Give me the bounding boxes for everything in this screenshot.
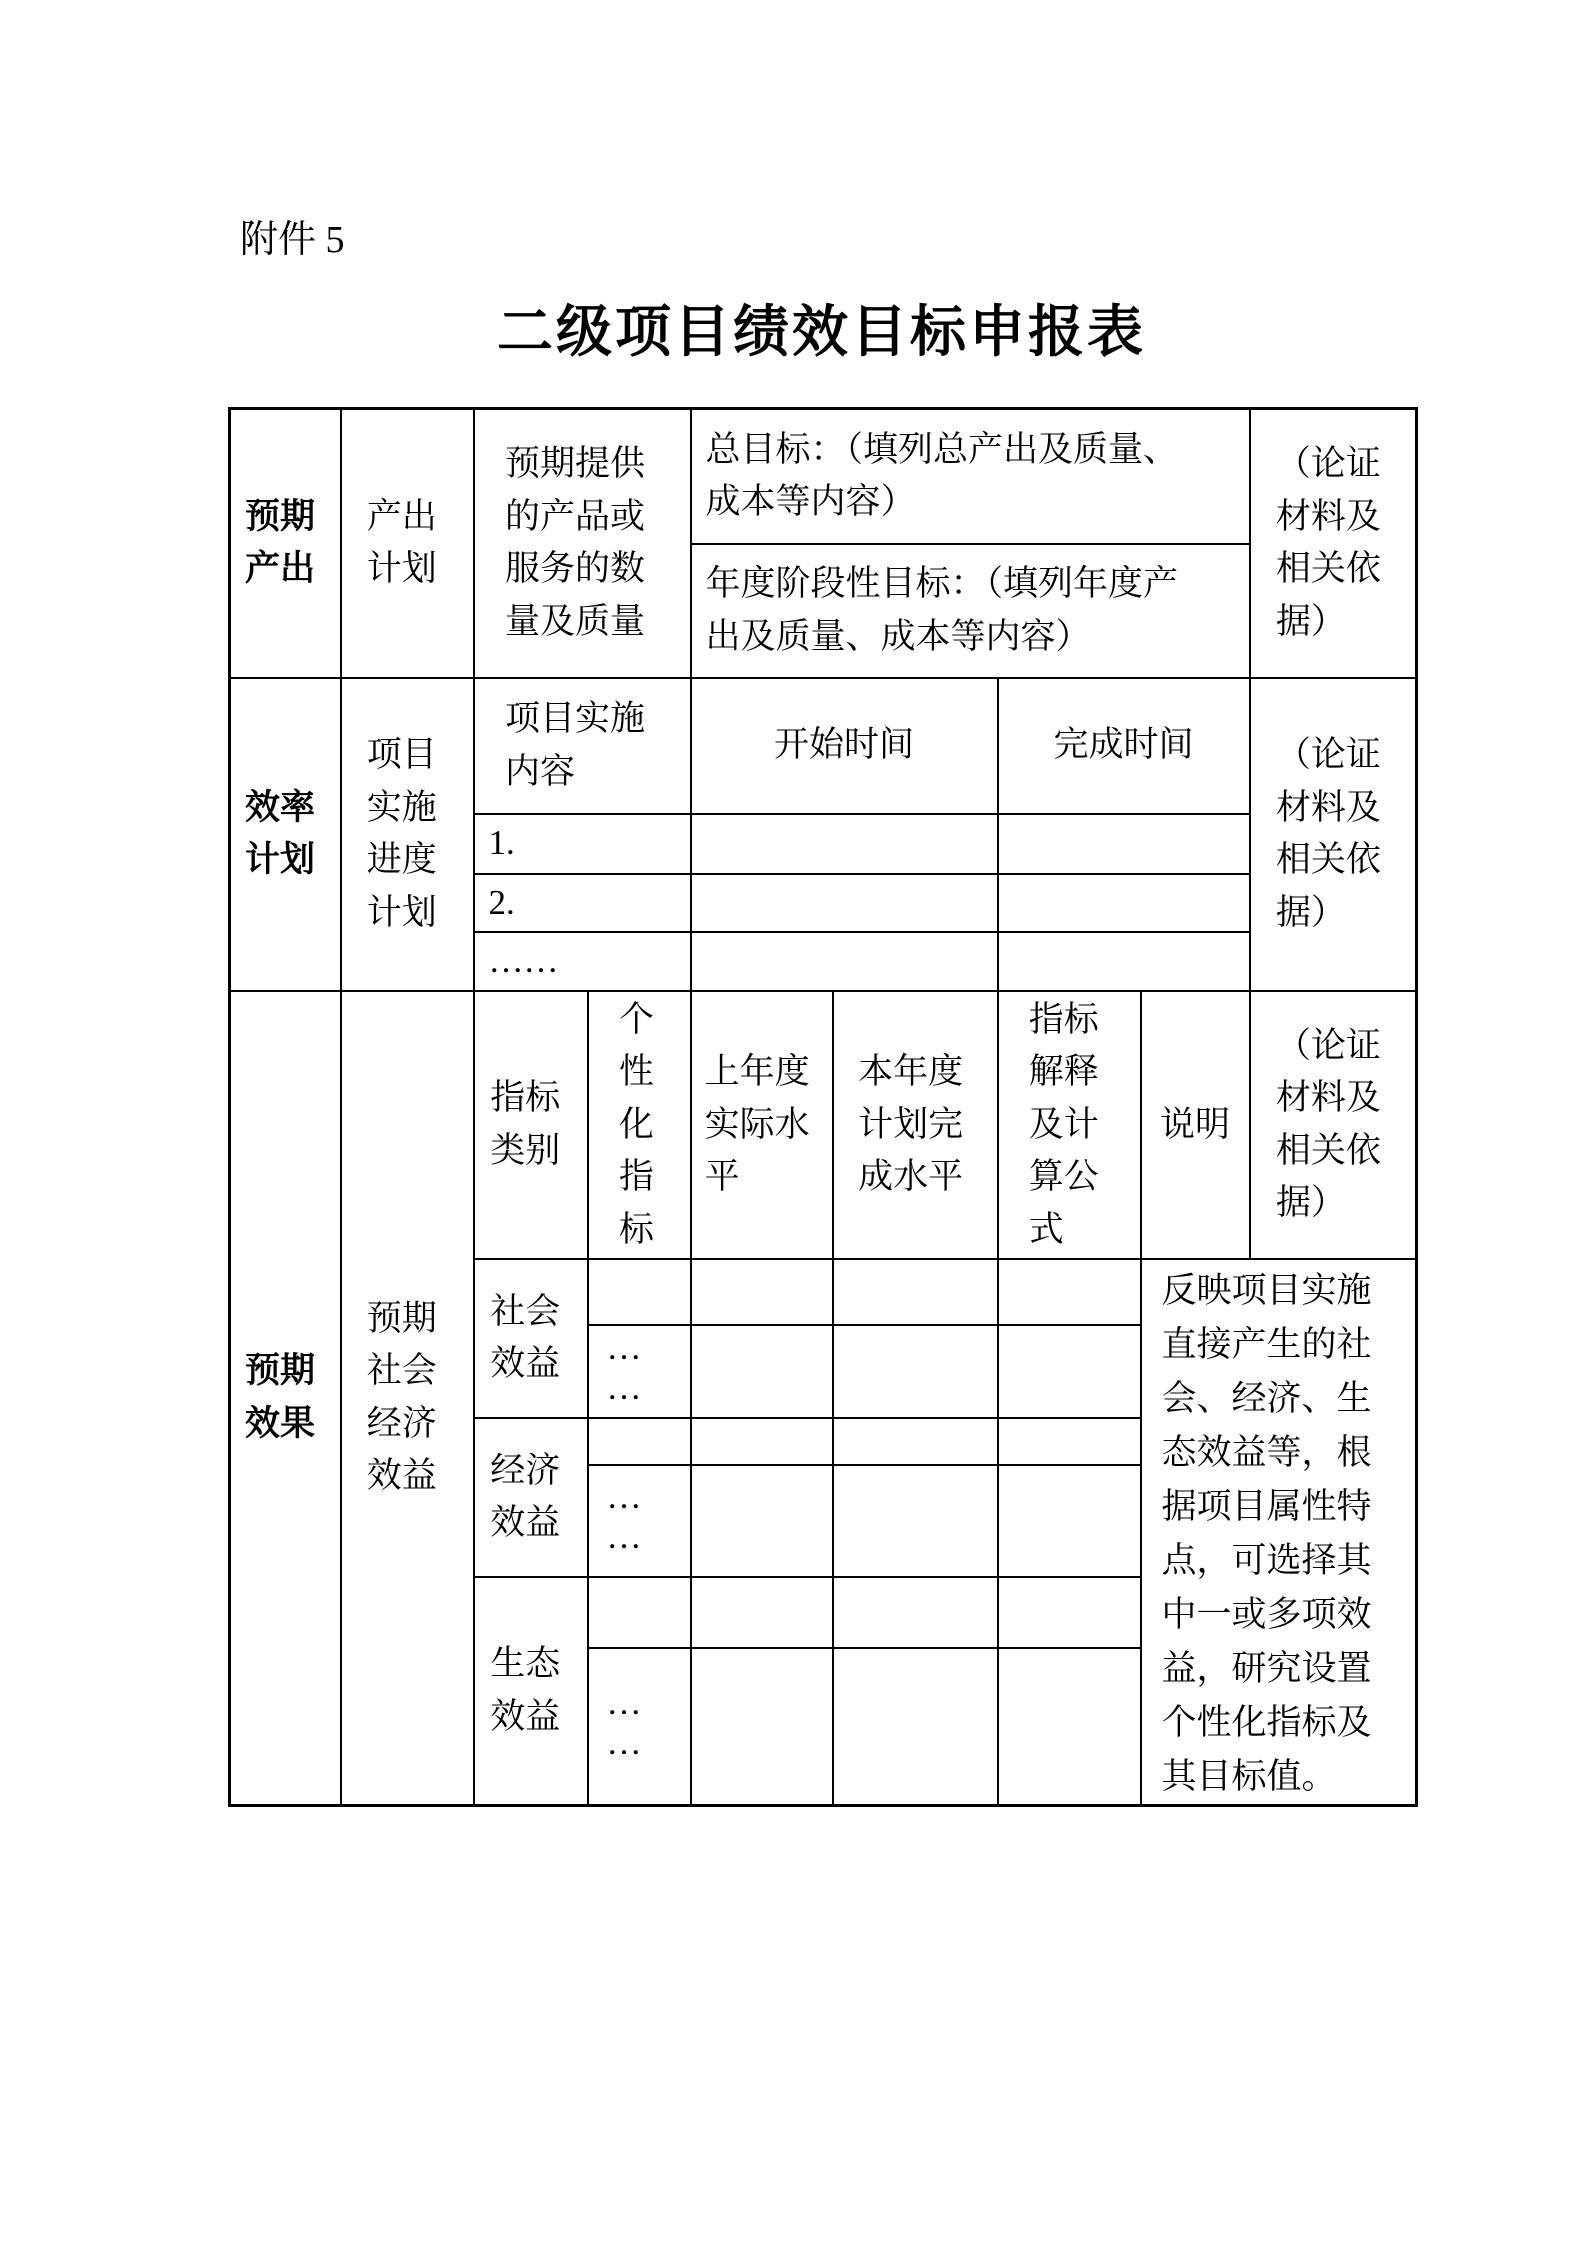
cell-ecological-explain-1: [998, 1577, 1141, 1648]
cell-header-last-year: [691, 991, 833, 1260]
header-custom-indicator-text: 个性化指标: [618, 999, 654, 1249]
cell-ecological-explain-2: [998, 1648, 1141, 1806]
cell-finish-time-header: [998, 678, 1250, 814]
cell-social-explain-2: [998, 1325, 1141, 1418]
cell-evidence-efficiency: [1250, 678, 1417, 991]
cell-economic-last-year-2: [691, 1465, 833, 1577]
cell-social-explain-1: [998, 1259, 1141, 1325]
cell-economic-this-year-1: [833, 1418, 998, 1465]
cell-social-indicator-blank: [588, 1259, 691, 1325]
cell-impl-content-header: [474, 678, 691, 814]
schedule-label-text: 项目实施进度计划: [366, 735, 437, 932]
cell-expected-effect-label: [230, 991, 341, 1806]
cell-finish-time-more: [998, 932, 1250, 991]
cell-effect-note: [1141, 1259, 1417, 1806]
cell-start-time-2: [691, 874, 998, 933]
cell-header-custom-indicator: [588, 991, 691, 1260]
annual-goal-text: 年度阶段性目标：（填列年度产出及质量、成本等内容）: [705, 564, 1179, 656]
cell-impl-item-more: [474, 932, 691, 991]
cell-social-last-year-2: [691, 1325, 833, 1418]
cell-expected-output-label: [230, 409, 341, 678]
row-output-overall: [230, 409, 1417, 544]
evidence-output-text: （论证材料及相关依据）: [1275, 444, 1381, 641]
economic-dots-text: ……: [606, 1477, 642, 1557]
cell-start-time-more: [691, 932, 998, 991]
expected-output-text: 预期产出: [245, 496, 316, 589]
evidence-efficiency-text: （论证材料及相关依据）: [1275, 735, 1381, 932]
cell-ecological-indicator-dots: [588, 1648, 691, 1806]
cell-header-category: [474, 991, 588, 1260]
header-explain-text: 指标解释及计算公式: [1028, 999, 1099, 1249]
finish-time-header-text: 完成时间: [1053, 725, 1194, 765]
cell-output-desc: [474, 409, 691, 678]
cell-output-plan-label: [341, 409, 474, 678]
impl-content-header-text: 项目实施内容: [505, 699, 646, 791]
cell-ecological-this-year-2: [833, 1648, 998, 1806]
cell-finish-time-1: [998, 814, 1250, 874]
cell-social-this-year-2: [833, 1325, 998, 1418]
evidence-effect-text: （论证材料及相关依据）: [1275, 1025, 1381, 1223]
impl-item-more-text: ……: [488, 941, 559, 980]
socioeconomic-label-text: 预期社会经济效益: [366, 1298, 437, 1496]
impl-item-2-text: 2.: [488, 882, 515, 922]
cell-evidence-output: [1250, 409, 1417, 678]
expected-effect-text: 预期效果: [245, 1351, 316, 1443]
cell-ecological-benefit-label: [474, 1577, 588, 1806]
cell-annual-goal: [691, 544, 1250, 678]
cell-evidence-effect: [1250, 991, 1417, 1260]
header-this-year-text: 本年度计划完成水平: [858, 1052, 964, 1196]
row-effect-header: [230, 991, 1417, 1260]
cell-start-time-1: [691, 814, 998, 874]
attachment-label: 附件 5: [240, 219, 345, 261]
performance-target-table: [228, 407, 1418, 1807]
social-benefit-text: 社会效益: [490, 1291, 561, 1384]
cell-economic-last-year-1: [691, 1418, 833, 1465]
overall-goal-text: 总目标：（填列总产出及质量、成本等内容）: [705, 429, 1179, 522]
cell-economic-indicator-blank: [588, 1418, 691, 1465]
cell-header-note: [1141, 991, 1250, 1260]
cell-social-benefit-label: [474, 1259, 588, 1418]
cell-social-indicator-dots: [588, 1325, 691, 1418]
cell-impl-item-2: [474, 874, 691, 933]
cell-economic-explain-1: [998, 1418, 1141, 1465]
cell-header-explain: [998, 991, 1141, 1260]
ecological-dots-text: ……: [606, 1683, 642, 1762]
page-title: 二级项目绩效目标申报表: [497, 302, 1146, 364]
cell-ecological-indicator-blank: [588, 1577, 691, 1648]
cell-economic-this-year-2: [833, 1465, 998, 1577]
cell-economic-benefit-label: [474, 1418, 588, 1577]
output-plan-text: 产出计划: [366, 496, 437, 589]
cell-socioeconomic-label: [341, 991, 474, 1806]
cell-impl-item-1: [474, 814, 691, 874]
ecological-benefit-text: 生态效益: [490, 1644, 561, 1736]
impl-item-1-text: 1.: [488, 823, 515, 863]
header-note-text: 说明: [1159, 1104, 1230, 1144]
social-dots-text: ……: [606, 1328, 642, 1407]
cell-header-this-year: [833, 991, 998, 1260]
economic-benefit-text: 经济效益: [490, 1450, 561, 1542]
row-efficiency-header: [230, 678, 1417, 814]
cell-start-time-header: [691, 678, 998, 814]
cell-ecological-last-year-2: [691, 1648, 833, 1806]
cell-overall-goal: [691, 409, 1250, 544]
cell-economic-explain-2: [998, 1465, 1141, 1577]
cell-social-this-year-1: [833, 1259, 998, 1325]
cell-efficiency-label: [230, 678, 341, 991]
cell-ecological-this-year-1: [833, 1577, 998, 1648]
output-desc-text: 预期提供的产品或服务的数量及质量: [505, 444, 646, 641]
cell-social-last-year-1: [691, 1259, 833, 1325]
cell-schedule-label: [341, 678, 474, 991]
header-last-year-text: 上年度实际水平: [704, 1052, 810, 1196]
header-category-text: 指标类别: [490, 1078, 561, 1170]
efficiency-label-text: 效率计划: [245, 787, 316, 879]
start-time-header-text: 开始时间: [773, 725, 914, 765]
effect-note-text: 反映项目实施直接产生的社会、经济、生态效益等，根据项目属性特点，可选择其中一或多项效益，研究设置个性化指标及其目标值。: [1161, 1271, 1372, 1796]
cell-economic-indicator-dots: [588, 1465, 691, 1577]
cell-finish-time-2: [998, 874, 1250, 933]
cell-ecological-last-year-1: [691, 1577, 833, 1648]
